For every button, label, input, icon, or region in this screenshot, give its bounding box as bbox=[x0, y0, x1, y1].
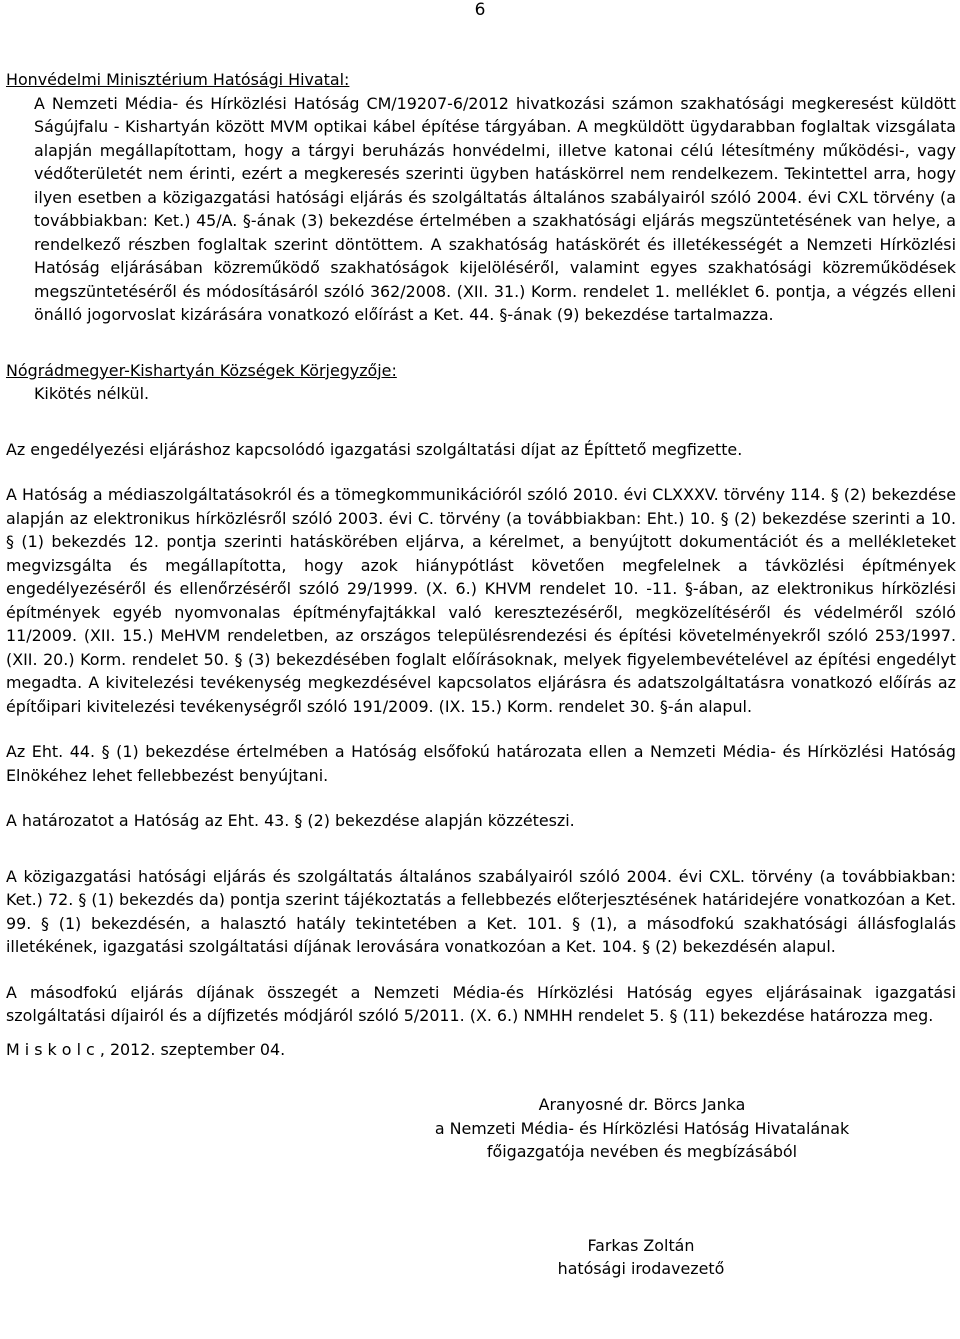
signature-block-director bbox=[406, 1093, 878, 1164]
document-body bbox=[6, 68, 956, 1281]
notary-paragraph: Kikötés nélkül. bbox=[34, 384, 150, 403]
second-fee-paragraph: A másodfokú eljárás díjának összegét a Nemzeti Média-és Hírközlési Hatóság egyes eljárásainak igazgatási szolgáltatási díjairól és a díjfizetés módjáról szóló 5/2011. (X. 6.) NMHH rendelet 5. § (11) bekezdése határozza meg. bbox=[6, 982, 956, 1025]
signatory-organization: a Nemzeti Média- és Hírközlési Hatóság Hivatalának bbox=[434, 1118, 850, 1138]
publish-paragraph: A határozatot a Hatóság az Eht. 43. § (2) bekezdése alapján közzéteszi. bbox=[6, 811, 575, 830]
authority-paragraph: A Hatóság a médiaszolgáltatásokról és a tömegkommunikációról szóló 2010. évi CLXXXV. törvény 114. § (2) bekezdése alapján az elektronikus hírközlésről szóló 2003. évi C. törvény (a továbbiakban: Eht.) 10. § (2) bekezdése szerinti a 10. § (1) bekezdés 12. pontja szerinti hatáskörében eljárva, a kérelmet, a benyújtott dokumentációt és a mellékleteket megvizsgálta és megállapította, hogy azok hiánypótlást követően megfelelnek a távközlési építmények engedélyezéséről és ellenőrzéséről szóló 29/1999. (X. 6.) KHVM rendelet 10. -11. §-ában, az elektronikus hírközlési építmények egyéb nyomvonalas építményfajtákkal való keresztezéséről, megközelítéséről és védelméről szóló 11/2009. (XII. 15.) MeHVM rendeletben, az országos településrendezési és építési követelményekről szóló 253/1997. (XII. 20.) Korm. rendelet 50. § (3) bekezdésében foglalt előírásoknak, melyek figyelembevételével az építési engedélyt megadta. A kivitelezési tevékenység megkezdésével kapcsolatos eljárásra és adatszolgáltatásra vonatkozó előírás az építőipari kivitelezési tevékenységről szóló 191/2009. (IX. 15.) Korm. rendelet 30. §-án alapul. bbox=[6, 485, 956, 716]
place-date: M i s k o l c , 2012. szeptember 04. bbox=[6, 1039, 286, 1059]
ket-paragraph: A közigazgatási hatósági eljárás és szolgáltatás általános szabályairól szóló 2004. évi CXL. törvény (a továbbiakban: Ket.) 72. § (1) bekezdés da) pontja szerint tájékoztatás a fellebbezés előterjesztésének határidejére vonatkozóan a Ket. 99. § (1) bekezdésén, a halasztó hatály tekintetében a Ket. 101. § (1), a másodfokú szakhatósági állásfoglalás illetékének, igazgatási szolgáltatási díjának lerovására vonatkozóan a Ket. 104. § (2) bekezdésén alapul. bbox=[6, 866, 956, 956]
signature-block-officer bbox=[506, 1234, 776, 1281]
signatory-name: Aranyosné dr. Börcs Janka bbox=[538, 1095, 746, 1114]
page-number: 6 bbox=[474, 0, 486, 20]
section-title-ministry: Honvédelmi Minisztérium Hatósági Hivatal: bbox=[6, 70, 350, 89]
appeal-paragraph: Az Eht. 44. § (1) bekezdése értelmében a Hatóság elsőfokú határozata ellen a Nemzeti Média- és Hírközlési Hatóság Elnökéhez lehet fellebbezést benyújtani. bbox=[6, 742, 956, 785]
ministry-paragraph: A Nemzeti Média- és Hírközlési Hatóság CM/19207-6/2012 hivatkozási számon szakhatósági megkeresést küldött Ságújfalu - Kishartyán között MVM optikai kábel építése tárgyában. A megküldött ügydarabban foglaltak vizsgálata alapján megállapítottam, hogy a tárgyi beruházás honvédelmi, illetve katonai célú létesítmény működési-, vagy védőterületét nem érinti, ezért a megkeresés szerinti ügyben hatáskörrel nem rendelkezem. Tekintettel arra, hogy ilyen esetben a közigazgatási hatósági eljárás és szolgáltatás általános szabályairól szóló 2004. évi CXL törvény (a továbbiakban: Ket.) 45/A. §-ának (3) bekezdése értelmében a szakhatósági eljárás megszüntetésének van helye, a rendelkező részben foglaltak szerint döntöttem. A szakhatóság hatáskörét és illetékességét a Nemzeti Hírközlési Hatóság eljárásában közreműködő szakhatóságok kijelöléséről, valamint egyes szakhatósági közreműködések megszüntetéséről és módosításáról szóló 362/2008. (XII. 31.) Korm. rendelet 1. melléklet 6. pontja, a végzés elleni önálló jogorvoslat kizárására vonatkozó előírást a Ket. 44. §-ának (9) bekezdése tartalmazza. bbox=[34, 93, 956, 324]
officer-title: hatósági irodavezető bbox=[557, 1259, 725, 1278]
signatory-capacity: főigazgatója nevében és megbízásából bbox=[486, 1142, 798, 1161]
officer-name: Farkas Zoltán bbox=[587, 1235, 695, 1255]
section-title-notary: Nógrádmegyer-Kishartyán Községek Körjegyzője: bbox=[6, 360, 397, 380]
fee-paragraph: Az engedélyezési eljáráshoz kapcsolódó igazgatási szolgáltatási díjat az Építtető megfizette. bbox=[6, 439, 743, 459]
